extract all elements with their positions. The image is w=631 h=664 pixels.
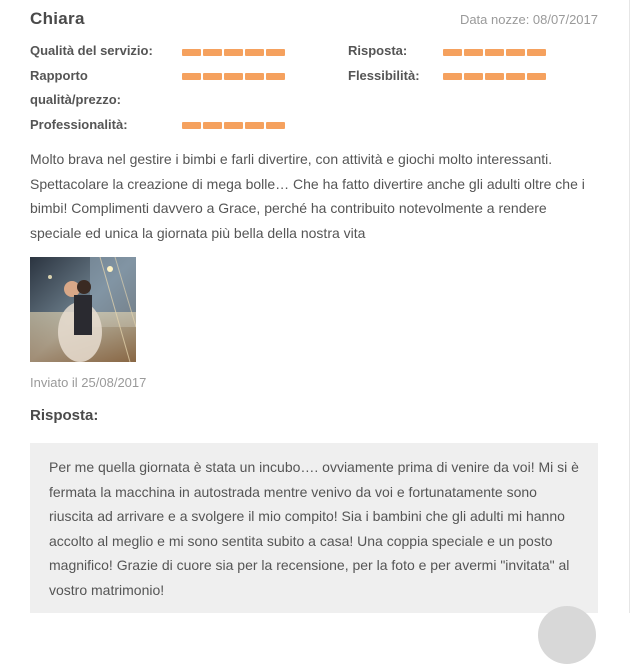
sent-date: Inviato il 25/08/2017 (30, 375, 147, 390)
response-text: Per me quella giornata è stata un incubo…. ovviamente prima di venire da voi! Mi si è fermata la macchina in autostrada mentre venivo da voi e fortunatamente sono riuscita ad arrivare e a svolgere il mio compito! Sia i bambini che gli adulti mi hanno accolto al meglio e mi sono sentita subito a casa! Una coppia speciale e un posto magnifico! Grazie di cuore sia per la recensione, per la foto e per avermi "invitata" al vostro matrimonio! (49, 459, 579, 598)
rating-bars-value (182, 73, 285, 80)
rating-bar (224, 122, 243, 129)
rating-bar (527, 49, 546, 56)
rating-label-response: Risposta: (348, 43, 408, 58)
rating-label-flexibility: Flessibilità: (348, 68, 420, 83)
rating-bar (443, 49, 462, 56)
rating-bar (203, 73, 222, 80)
rating-bar (485, 49, 504, 56)
review-photo[interactable] (30, 257, 136, 362)
rating-bar (182, 122, 201, 129)
rating-bar (506, 49, 525, 56)
rating-bar (266, 73, 285, 80)
rating-bar (224, 73, 243, 80)
rating-bars-professionalism (182, 122, 285, 129)
response-title: Risposta: (30, 407, 99, 424)
page-divider (629, 0, 630, 613)
rating-bar (245, 49, 264, 56)
rating-label-service: Qualità del servizio: (30, 43, 153, 58)
rating-bar (464, 73, 483, 80)
rating-bar (266, 122, 285, 129)
rating-bar (203, 49, 222, 56)
review-text: Molto brava nel gestire i bimbi e farli divertire, con attività e giochi molto interessanti. Spettacolare la creazione di mega bolle… Che ha fatto divertire anche gli adulti oltre che i bimbi! Complimenti davvero a Grace, perché ha contribuito notevolmente a rendere speciale ed unica la giornata più bella della nostra vita (30, 151, 585, 241)
rating-bar (224, 49, 243, 56)
rating-bar (203, 122, 222, 129)
rating-bar (245, 122, 264, 129)
rating-bars-flexibility (443, 73, 546, 80)
reviewer-name: Chiara (30, 9, 85, 28)
rating-label-professionalism: Professionalità: (30, 117, 128, 132)
rating-bar (527, 73, 546, 80)
rating-bars-response (443, 49, 546, 56)
wedding-date: Data nozze: 08/07/2017 (459, 12, 598, 27)
rating-bars-service (182, 49, 285, 56)
rating-bar (506, 73, 525, 80)
wedding-photo-image (30, 257, 136, 362)
response-box (30, 443, 598, 613)
rating-bar (245, 73, 264, 80)
rating-bar (464, 49, 483, 56)
rating-bar (485, 73, 504, 80)
rating-label-value: Rapporto qualità/prezzo: (30, 68, 122, 107)
scroll-to-top-button[interactable] (538, 606, 596, 664)
rating-bar (443, 73, 462, 80)
rating-bar (182, 49, 201, 56)
rating-bar (266, 49, 285, 56)
rating-bar (182, 73, 201, 80)
